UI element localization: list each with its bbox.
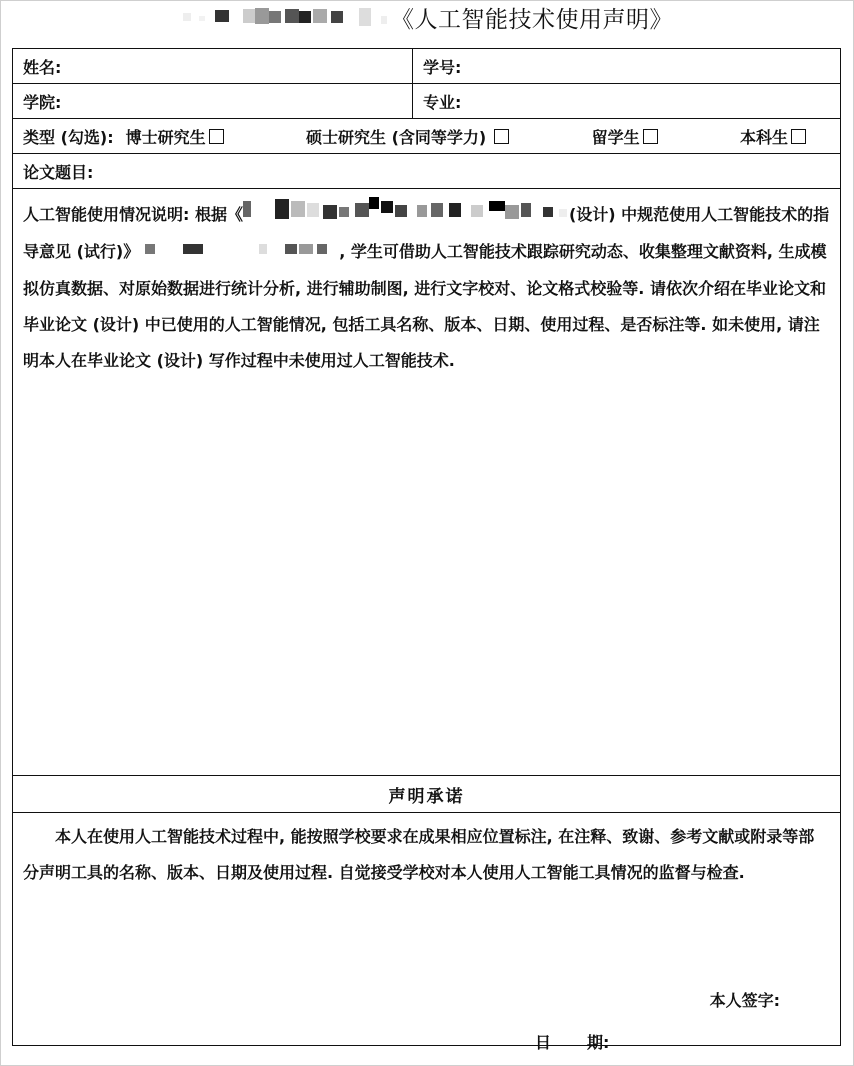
description-lead: 人工智能使用情况说明: 根据《 [23, 205, 243, 224]
declaration-form [12, 48, 841, 1052]
thesis-title-label: 论文题目: [23, 162, 94, 182]
international-checkbox[interactable] [643, 129, 658, 144]
redacted-school-name [181, 3, 391, 39]
type-option-international: 留学生 [591, 127, 640, 147]
major-label: 专业: [423, 92, 462, 112]
type-row [13, 119, 841, 154]
type-label: 类型 (勾选): [23, 127, 114, 147]
redacted-document-name [243, 197, 569, 234]
type-option-phd: 博士研究生 [125, 127, 206, 147]
type-option-undergraduate: 本科生 [739, 127, 788, 147]
pledge-heading: 声明承诺 [13, 776, 841, 813]
signature-field[interactable] [710, 983, 780, 1019]
student-id-field[interactable] [413, 49, 841, 84]
undergraduate-checkbox[interactable] [791, 129, 806, 144]
master-checkbox[interactable] [494, 129, 509, 144]
signature-label: 本人签字: [709, 991, 780, 1010]
student-id-label: 学号: [423, 57, 462, 77]
ai-usage-description-field[interactable] [13, 189, 841, 776]
date-field[interactable] [535, 1025, 609, 1061]
thesis-title-field[interactable] [13, 154, 841, 189]
document-title: 《人工智能技术使用声明》 [391, 7, 673, 33]
description-part2: , 学生可借助人工智能技术跟踪研究动态、收集整理文献资料, 生成模拟仿真数据、对原始数据进行统计分析, 进行辅助制图, 进行文字校对、论文格式校验等. 请依次介绍在毕业论文和毕业论文 (设计) 中已使用的人工智能情况, 包括工具名称、版本、日期、使用过程、是否标注等. 如未使用, 请注明本人在毕业论文 (设计) 写作过程中未使用过人工智能技术. [23, 242, 827, 370]
pledge-section [13, 813, 841, 1052]
college-label: 学院: [23, 92, 62, 112]
type-option-master: 硕士研究生 (含同等学力) [306, 127, 487, 147]
name-field[interactable] [13, 49, 413, 84]
description-part1: (设计) 中规范使用人工智能技术的指导意见 (试行)》 [23, 205, 830, 261]
date-label-period: 期: [587, 1033, 610, 1052]
date-label-day: 日 [535, 1033, 552, 1052]
college-field[interactable] [13, 84, 413, 119]
major-field[interactable] [413, 84, 841, 119]
pledge-text: 本人在使用人工智能技术过程中, 能按照学校要求在成果相应位置标注, 在注释、致谢、参考文献或附录等部分声明工具的名称、版本、日期及使用过程. 自觉接受学校对本人使用人工智能工具情况的监督与检查. [23, 827, 815, 882]
phd-checkbox[interactable] [209, 129, 224, 144]
document-title-row [0, 2, 854, 38]
name-label: 姓名: [23, 57, 62, 77]
redacted-department-name [139, 235, 339, 271]
